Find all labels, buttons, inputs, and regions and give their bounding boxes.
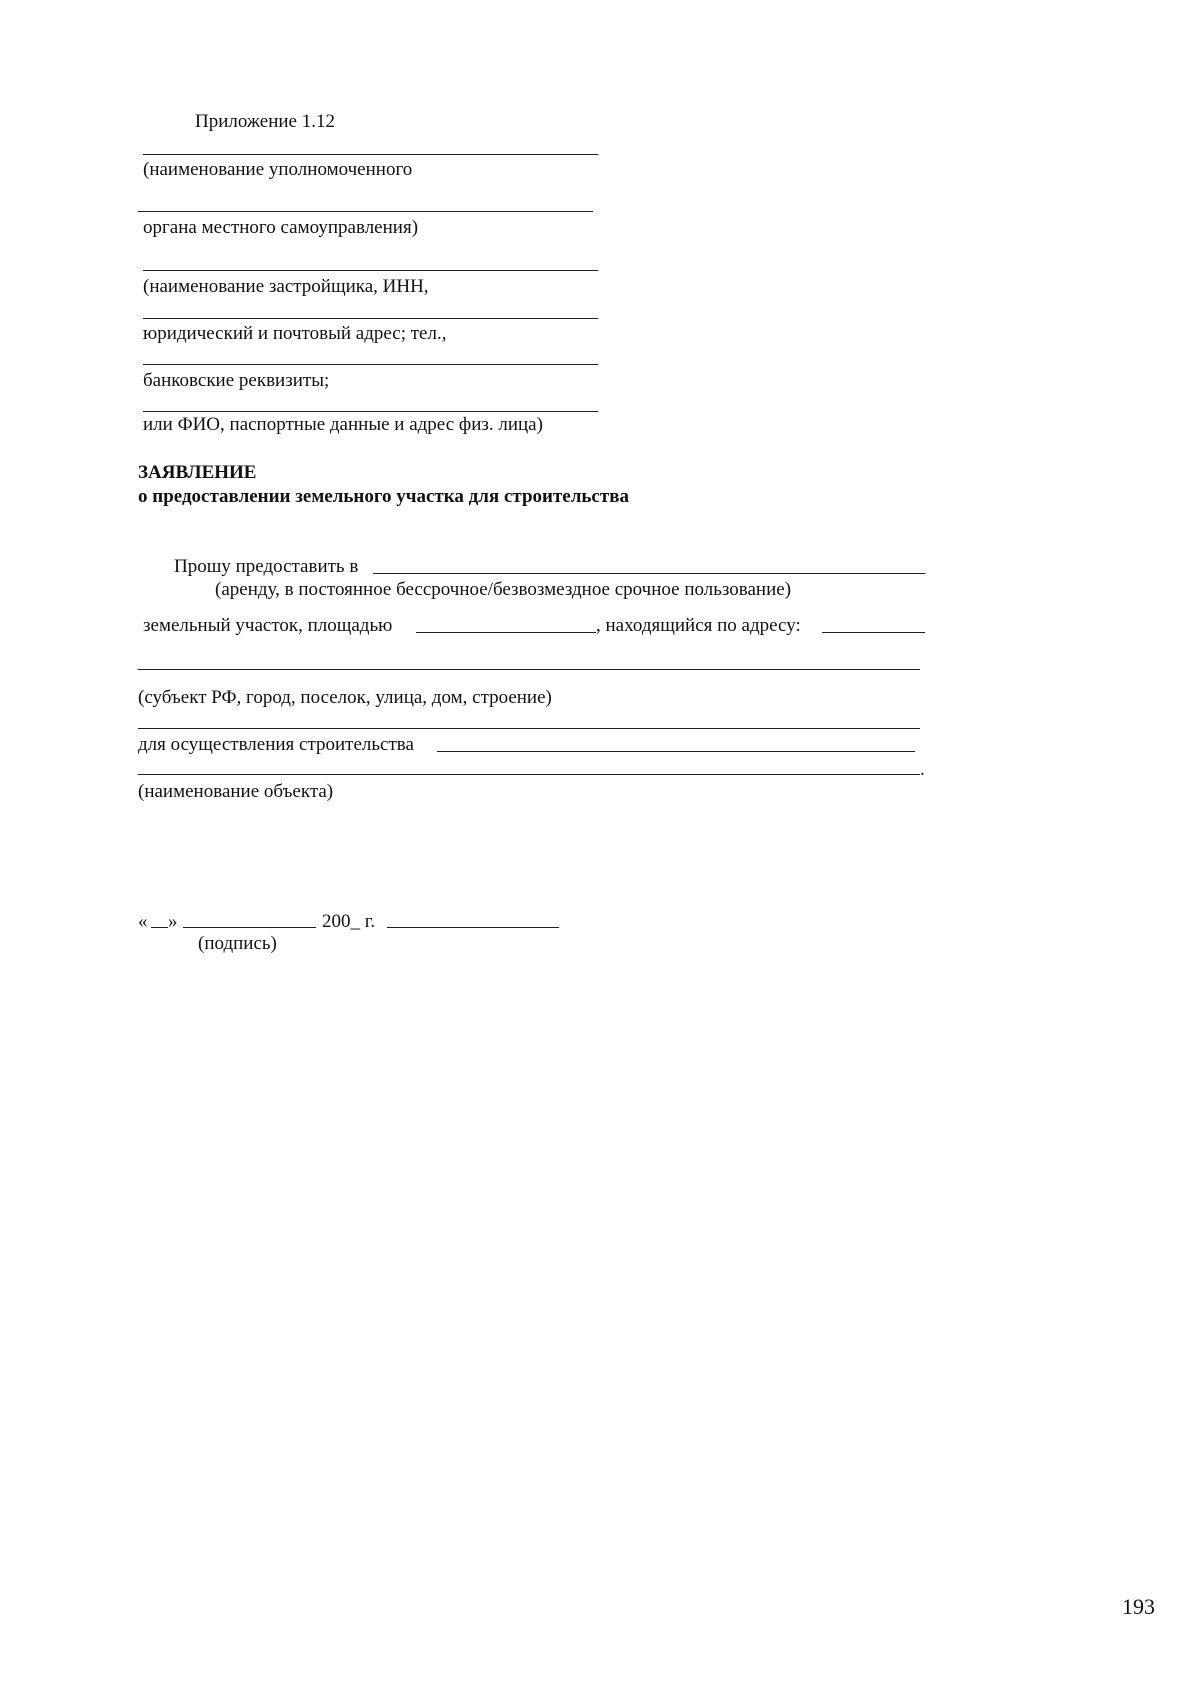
developer-line-4[interactable] bbox=[143, 411, 598, 412]
object-name-field[interactable] bbox=[138, 774, 920, 775]
plot-area-text: земельный участок, площадью bbox=[143, 615, 393, 636]
date-year-text: 200_ г. bbox=[322, 911, 376, 932]
developer-label-3: банковские реквизиты; bbox=[143, 370, 330, 391]
purpose-field[interactable] bbox=[437, 751, 915, 752]
signature-hint: (подпись) bbox=[198, 933, 277, 954]
address-field-3[interactable] bbox=[138, 728, 920, 729]
usage-type-field[interactable] bbox=[373, 573, 925, 574]
date-open-quote: « bbox=[138, 911, 148, 932]
period-mark: . bbox=[920, 759, 925, 780]
appendix-label: Приложение 1.12 bbox=[195, 111, 335, 132]
document-subtitle: о предоставлении земельного участка для строительства bbox=[138, 486, 629, 507]
plot-address-field-2[interactable] bbox=[138, 669, 920, 670]
developer-label-4: или ФИО, паспортные данные и адрес физ. лица) bbox=[143, 414, 543, 435]
object-hint: (наименование объекта) bbox=[138, 781, 334, 802]
date-close-quote: » bbox=[168, 911, 178, 932]
plot-address-text: , находящийся по адресу: bbox=[596, 615, 801, 636]
date-month-field[interactable] bbox=[183, 927, 316, 928]
address-hint: (субъект РФ, город, поселок, улица, дом, строение) bbox=[138, 687, 552, 708]
authority-line-2[interactable] bbox=[138, 211, 593, 212]
plot-address-field-1[interactable] bbox=[822, 632, 925, 633]
document-title: ЗАЯВЛЕНИЕ bbox=[138, 462, 257, 483]
authority-label-1: (наименование уполномоченного bbox=[143, 159, 413, 180]
authority-line-1[interactable] bbox=[143, 154, 598, 155]
request-hint: (аренду, в постоянное бессрочное/безвозмездное срочное пользование) bbox=[215, 579, 792, 600]
purpose-text: для осуществления строительства bbox=[138, 734, 414, 755]
developer-label-2: юридический и почтовый адрес; тел., bbox=[143, 323, 447, 344]
date-day-field[interactable] bbox=[151, 927, 168, 928]
developer-line-2[interactable] bbox=[143, 318, 598, 319]
developer-line-3[interactable] bbox=[143, 364, 598, 365]
request-text: Прошу предоставить в bbox=[174, 556, 359, 577]
page-number: 193 bbox=[1122, 1594, 1155, 1619]
plot-area-field[interactable] bbox=[416, 632, 596, 633]
developer-line-1[interactable] bbox=[143, 270, 598, 271]
signature-field[interactable] bbox=[387, 927, 559, 928]
authority-label-2: органа местного самоуправления) bbox=[143, 217, 419, 238]
developer-label-1: (наименование застройщика, ИНН, bbox=[143, 276, 429, 297]
